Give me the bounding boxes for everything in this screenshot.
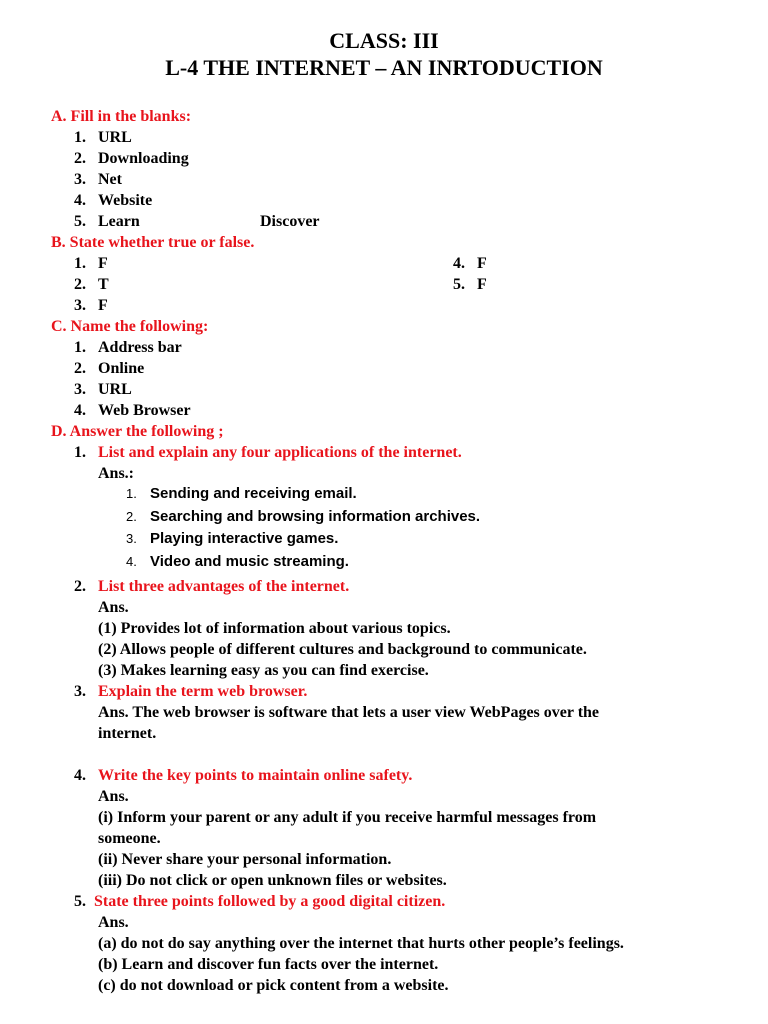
item-number: 4. <box>453 255 465 272</box>
item-number: 2. <box>74 276 86 293</box>
item-number: 4. <box>126 554 137 569</box>
item-text: Learn <box>98 213 140 230</box>
question-text: List three advantages of the internet. <box>98 578 350 595</box>
item-number: 2. <box>126 509 137 524</box>
lesson-title: L-4 THE INTERNET – AN INRTODUCTION <box>165 55 603 80</box>
question-2 <box>74 577 350 597</box>
item-text: URL <box>98 381 132 398</box>
item-number: 5. <box>453 276 465 293</box>
list-item <box>453 275 487 295</box>
item-text: Address bar <box>98 339 182 356</box>
question-text: Explain the term web browser. <box>98 683 308 700</box>
item-number: 1. <box>74 255 86 272</box>
item-text: F <box>477 255 487 272</box>
section-b-heading: B. State whether true or false. <box>51 234 255 251</box>
list-item <box>74 359 145 379</box>
item-text: F <box>98 255 108 272</box>
item-text: F <box>477 276 487 293</box>
item-text: Playing interactive games. <box>150 530 339 547</box>
question-number: 4. <box>74 767 86 784</box>
answer-line: (ii) Never share your personal information. <box>98 851 392 868</box>
list-item <box>74 212 320 232</box>
list-item <box>74 380 132 400</box>
item-number: 3. <box>126 531 137 546</box>
list-item <box>453 254 487 274</box>
item-text: URL <box>98 129 132 146</box>
list-item <box>126 529 339 549</box>
answer-line: (b) Learn and discover fun facts over the internet. <box>98 956 439 973</box>
class-title: CLASS: III <box>329 28 439 53</box>
question-5 <box>74 892 446 912</box>
item-number: 1. <box>74 129 86 146</box>
answer-line: internet. <box>98 725 157 742</box>
list-item <box>74 275 109 295</box>
section-c-heading: C. Name the following: <box>51 318 209 335</box>
item-number: 2. <box>74 150 86 167</box>
item-number: 5. <box>74 213 86 230</box>
answer-line: (i) Inform your parent or any adult if you receive harmful messages from <box>98 809 597 826</box>
list-item <box>126 507 481 527</box>
list-item <box>74 401 191 421</box>
item-number: 4. <box>74 192 86 209</box>
answer-line: Ans. The web browser is software that lets a user view WebPages over the <box>98 704 600 721</box>
item-text: Web Browser <box>98 402 191 419</box>
item-text: Video and music streaming. <box>150 553 349 570</box>
answer-line: (iii) Do not click or open unknown files or websites. <box>98 872 447 889</box>
answer-line: (a) do not do say anything over the internet that hurts other people’s feelings. <box>98 935 624 952</box>
list-item <box>74 170 122 190</box>
section-a-heading: A. Fill in the blanks: <box>51 108 192 125</box>
answer-line: (3) Makes learning easy as you can find exercise. <box>98 662 429 679</box>
question-number: 2. <box>74 578 86 595</box>
list-item <box>126 552 349 572</box>
list-item <box>74 149 189 169</box>
question-text: State three points followed by a good digital citizen. <box>94 893 446 910</box>
list-item <box>74 338 182 358</box>
list-item <box>126 484 357 504</box>
item-number: 1. <box>74 339 86 356</box>
list-item <box>74 254 108 274</box>
item-text: Downloading <box>98 150 189 167</box>
list-item <box>74 191 153 211</box>
question-number: 3. <box>74 683 86 700</box>
question-4 <box>74 766 413 786</box>
item-number: 3. <box>74 171 86 188</box>
item-text: Website <box>98 192 153 209</box>
question-3 <box>74 682 308 702</box>
item-number: 1. <box>126 486 137 501</box>
item-text: F <box>98 297 108 314</box>
item-text-second: Discover <box>260 213 320 230</box>
answer-line: (1) Provides lot of information about various topics. <box>98 620 451 637</box>
question-number: 5. <box>74 893 86 910</box>
question-text: List and explain any four applications of the internet. <box>98 444 462 461</box>
answer-label: Ans. <box>98 788 129 805</box>
item-number: 2. <box>74 360 86 377</box>
item-text: T <box>98 276 109 293</box>
item-number: 3. <box>74 297 86 314</box>
item-text: Sending and receiving email. <box>150 485 357 502</box>
answer-label: Ans.: <box>98 465 135 482</box>
question-number: 1. <box>74 444 86 461</box>
answer-line: (2) Allows people of different cultures and background to communicate. <box>98 641 587 658</box>
question-1 <box>74 443 462 463</box>
answer-line: someone. <box>98 830 161 847</box>
answer-label: Ans. <box>98 914 129 931</box>
section-d-heading: D. Answer the following ; <box>51 423 224 440</box>
item-text: Net <box>98 171 122 188</box>
list-item <box>74 128 132 148</box>
item-text: Searching and browsing information archives. <box>150 508 481 525</box>
item-number: 4. <box>74 402 86 419</box>
answer-label: Ans. <box>98 599 129 616</box>
answer-line: (c) do not download or pick content from a website. <box>98 977 449 994</box>
item-text: Online <box>98 360 145 377</box>
list-item <box>74 296 108 316</box>
item-number: 3. <box>74 381 86 398</box>
question-text: Write the key points to maintain online safety. <box>98 767 413 784</box>
